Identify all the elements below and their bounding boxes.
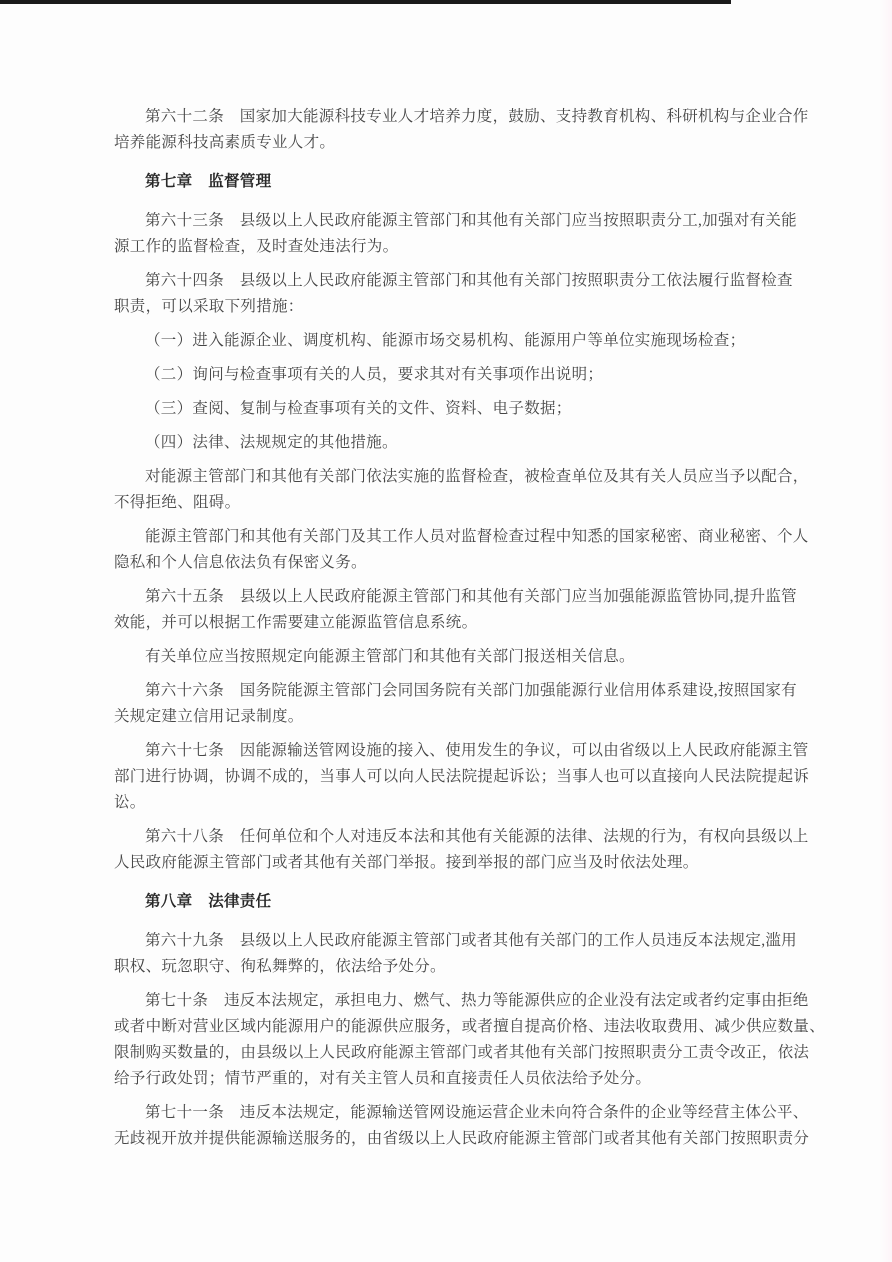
chapter-heading-text: 第八章 法律责任 <box>145 893 272 910</box>
text-line: 能源主管部门和其他有关部门及其工作人员对监督检查过程中知悉的国家秘密、商业秘密、个人 <box>145 528 809 545</box>
text-line: 有关单位应当按照规定向能源主管部门和其他有关部门报送相关信息。 <box>145 648 635 665</box>
text-line: 部门进行协调，协调不成的，当事人可以向人民法院提起诉讼；当事人也可以直接向人民法院提起诉 <box>114 768 810 785</box>
text-line: 不得拒绝、阻碍。 <box>114 494 241 511</box>
list-item-3 <box>114 396 776 422</box>
text-line: 对能源主管部门和其他有关部门依法实施的监督检查，被检查单位及其有关人员应当予以配合， <box>145 468 809 485</box>
text-line: （一）进入能源企业、调度机构、能源市场交易机构、能源用户等单位实施现场检查； <box>145 332 746 349</box>
text-line: 第六十二条 国家加大能源科技专业人才培养力度，鼓励、支持教育机构、科研机构与企业合作 <box>145 108 809 125</box>
text-line: 第七十一条 违反本法规定，能源输送管网设施运营企业未向符合条件的企业等经营主体公平、 <box>145 1104 809 1121</box>
text-line: 讼。 <box>114 794 146 811</box>
text-line: 限制购买数量的，由县级以上人民政府能源主管部门或者其他有关部门按照职责分工责令改正，依法 <box>114 1044 810 1061</box>
text-line: 第六十八条 任何单位和个人对违反本法和其他有关能源的法律、法规的行为，有权向县级以上 <box>145 828 809 845</box>
paragraph-info-reporting <box>114 644 776 670</box>
chapter-8-heading <box>114 889 776 915</box>
paragraph-article-71 <box>114 1100 810 1152</box>
paragraph-article-63 <box>114 208 797 260</box>
text-line: （四）法律、法规规定的其他措施。 <box>145 434 398 451</box>
paragraph-article-65 <box>114 584 797 636</box>
paragraph-supervision-cooperation <box>114 464 809 516</box>
text-line: 第六十六条 国务院能源主管部门会同国务院有关部门加强能源行业信用体系建设,按照国家有 <box>145 682 797 699</box>
paragraph-article-69 <box>114 928 797 980</box>
text-line: 无歧视开放并提供能源输送服务的，由省级以上人民政府能源主管部门或者其他有关部门按照职责分 <box>114 1130 810 1147</box>
list-item-1 <box>114 328 776 354</box>
list-item-2 <box>114 362 776 388</box>
paragraph-article-68 <box>114 824 809 876</box>
text-line: 培养能源科技高素质专业人才。 <box>114 134 336 151</box>
chapter-7-heading <box>114 169 776 195</box>
paragraph-article-70 <box>114 988 826 1092</box>
text-line: 第六十七条 因能源输送管网设施的接入、使用发生的争议，可以由省级以上人民政府能源主管 <box>145 742 809 759</box>
text-line: （二）询问与检查事项有关的人员，要求其对有关事项作出说明； <box>145 366 604 383</box>
text-line: 第六十五条 县级以上人民政府能源主管部门和其他有关部门应当加强能源监管协同,提升监管 <box>145 588 797 605</box>
text-line: 隐私和个人信息依法负有保密义务。 <box>114 554 367 571</box>
paragraph-article-67 <box>114 738 810 816</box>
text-line: 给予行政处罚；情节严重的，对有关主管人员和直接责任人员依法给予处分。 <box>114 1070 652 1087</box>
text-line: 职权、玩忽职守、徇私舞弊的，依法给予处分。 <box>114 958 446 975</box>
paragraph-article-64 <box>114 268 793 320</box>
text-line: （三）查阅、复制与检查事项有关的文件、资料、电子数据； <box>145 400 572 417</box>
paragraph-article-66 <box>114 678 797 730</box>
list-item-4 <box>114 430 776 456</box>
text-line: 第六十九条 县级以上人民政府能源主管部门或者其他有关部门的工作人员违反本法规定,滥用 <box>145 932 797 949</box>
text-line: 源工作的监督检查，及时查处违法行为。 <box>114 238 399 255</box>
chapter-heading-text: 第七章 监督管理 <box>145 173 272 190</box>
text-line: 第七十条 违反本法规定，承担电力、燃气、热力等能源供应的企业没有法定或者约定事由拒绝 <box>145 992 809 1009</box>
text-line: 人民政府能源主管部门或者其他有关部门举报。接到举报的部门应当及时依法处理。 <box>114 854 699 871</box>
scan-artifact-top-bar <box>0 0 731 4</box>
text-line: 职责，可以采取下列措施： <box>114 298 304 315</box>
text-line: 或者中断对营业区域内能源用户的能源供应服务，或者擅自提高价格、违法收取费用、减少供应数量、 <box>114 1018 826 1035</box>
text-line: 效能，并可以根据工作需要建立能源监管信息系统。 <box>114 614 478 631</box>
text-line: 第六十四条 县级以上人民政府能源主管部门和其他有关部门按照职责分工依法履行监督检查 <box>145 272 793 289</box>
paragraph-confidentiality <box>114 524 809 576</box>
text-line: 第六十三条 县级以上人民政府能源主管部门和其他有关部门应当按照职责分工,加强对有关能 <box>145 212 797 229</box>
paragraph-article-62 <box>114 104 809 156</box>
text-line: 关规定建立信用记录制度。 <box>114 708 304 725</box>
